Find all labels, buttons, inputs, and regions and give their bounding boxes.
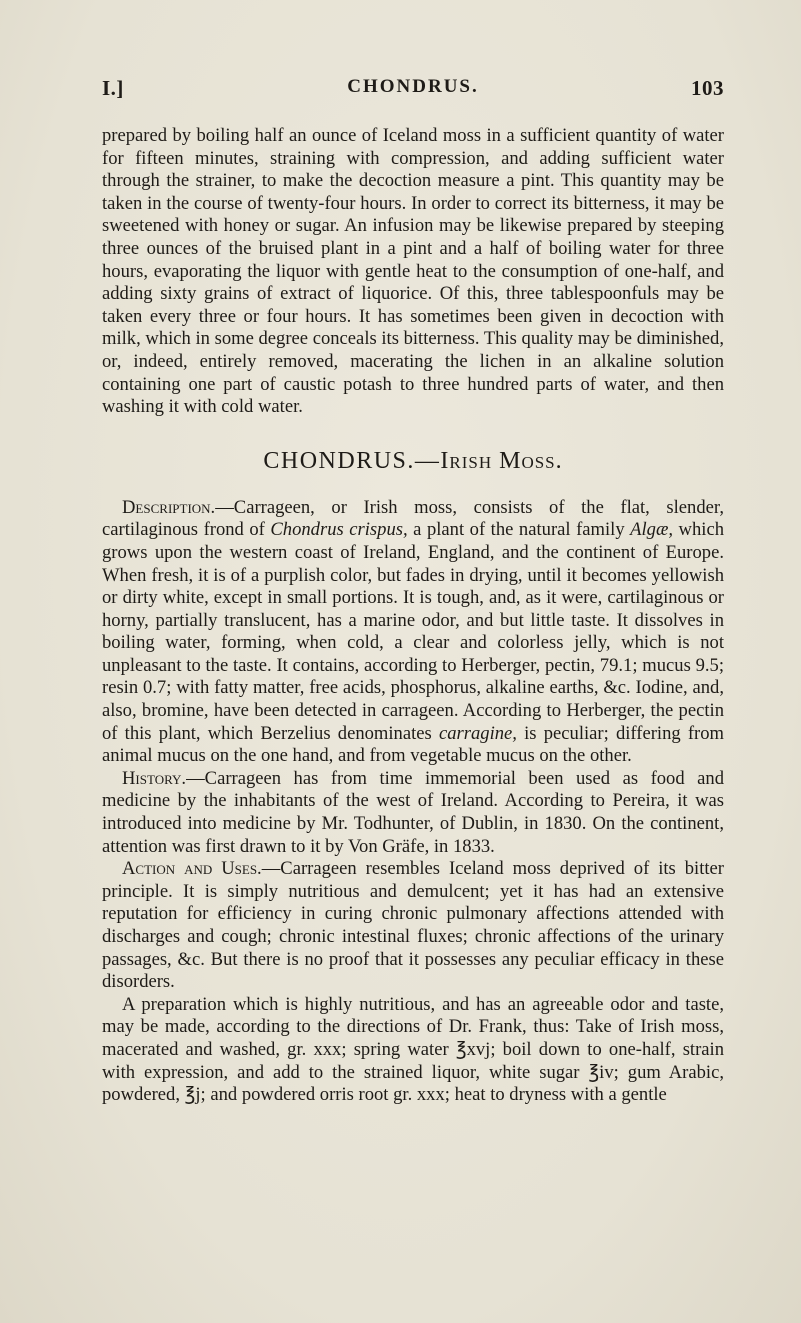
description-text-a: —Carrageen, or Irish moss, consists of the flat, slender, cartilaginous frond of: [102, 496, 724, 541]
chapter-marker: I.]: [102, 76, 124, 100]
action-label: Action and Uses.: [122, 858, 262, 880]
description-text-b: a plant of the natural family: [407, 519, 631, 541]
paragraph-description: [102, 497, 724, 768]
paragraph-preparation: A preparation which is highly nutritious, and has an agreeable odor and taste, may be made, according to the directions of Dr. Frank, thus: Take of Irish moss, macerated and washed, gr. xxx; spring water ℥xvj; boil down to one-half, strain with expression, and add to the strained liquor, white sugar ℥iv; gum Arabic, powdered, ℥j; and powdered orris root gr. xxx; heat to dryness with a gentle: [102, 993, 724, 1106]
section-heading-chondrus: [102, 447, 724, 475]
page-number: 103: [691, 76, 724, 100]
paragraph-history: [102, 768, 724, 858]
description-family: Algæ,: [630, 519, 674, 541]
running-title: CHONDRUS.: [347, 76, 479, 97]
description-carragine: carragine,: [438, 722, 517, 744]
heading-title: CHONDRUS.—: [263, 447, 441, 474]
paragraph-iceland-moss-preparation: prepared by boiling half an ounce of Iceland moss in a sufficient quantity of water for fifteen minutes, straining with compression, and adding sufficient water through the strainer, to make the decoction measure a pint. This quantity may be taken in the course of twenty-four hours. In order to correct its bitterness, it may be sweetened with honey or sugar. An infusion may be likewise prepared by steeping three ounces of the bruised plant in a pint and a half of boiling water for three hours, evaporating the liquor with gentle heat to the consumption of one-half, and adding sixty grains of extract of liquorice. Of this, three tablespoonfuls may be taken every three or four hours. It has sometimes been given in decoction with milk, which in some degree conceals its bitterness. This quality may be diminished, or, indeed, entirely removed, macerating the lichen in an alkaline solution containing one part of caustic potash to three hundred parts of water, and then washing it with cold water.: [102, 125, 724, 418]
action-text: —Carrageen resembles Iceland moss deprived of its bitter principle. It is simply nutritious and demulcent; yet it has had an extensive reputation for efficiency in curing chronic pulmonary affections attended with discharges and cough; chronic intestinal fluxes; chronic affections of the urinary passages, &c. But there is no proof that it possesses any peculiar efficacy in these disorders.: [102, 858, 724, 993]
description-text-d: is peculiar; differing from animal mucus on the one hand, and from vegetable mucus on the other.: [102, 722, 724, 767]
heading-subtitle: Irish Moss.: [440, 447, 563, 474]
description-species: Chondrus crispus,: [270, 519, 408, 541]
paragraph-action-uses: [102, 858, 724, 994]
description-text-c: which grows upon the western coast of Ireland, England, and the continent of Europe. When fresh, it is of a purplish color, but fades in drying, until it becomes yellowish or dirty white, except in small portions. It is tough, and, as it were, cartilaginous or horny, partially translucent, has a marine odor, and but little taste. It dissolves in boiling water, forming, when cold, a clear and colorless jelly, which is not unpleasant to the taste. It contains, according to Herberger, pectin, 79.1; mucus 9.5; resin 0.7; with fatty matter, free acids, phosphorus, alkaline earths, &c. Iodine, and, also, bromine, have been detected in carrageen. According to Herberger, the pectin of this plant, which Berzelius denominates: [102, 519, 724, 744]
running-head: [102, 76, 724, 104]
description-label: Description.: [122, 496, 216, 518]
body-text: [102, 125, 724, 1107]
history-text: —Carrageen has from time immemorial been used as food and medicine by the inhabitants of the west of Ireland. According to Pereira, it was introduced into medicine by Mr. Todhunter, of Dublin, in 1830. On the continent, attention was first drawn to it by Von Gräfe, in 1833.: [102, 767, 724, 857]
history-label: History.: [122, 767, 187, 789]
